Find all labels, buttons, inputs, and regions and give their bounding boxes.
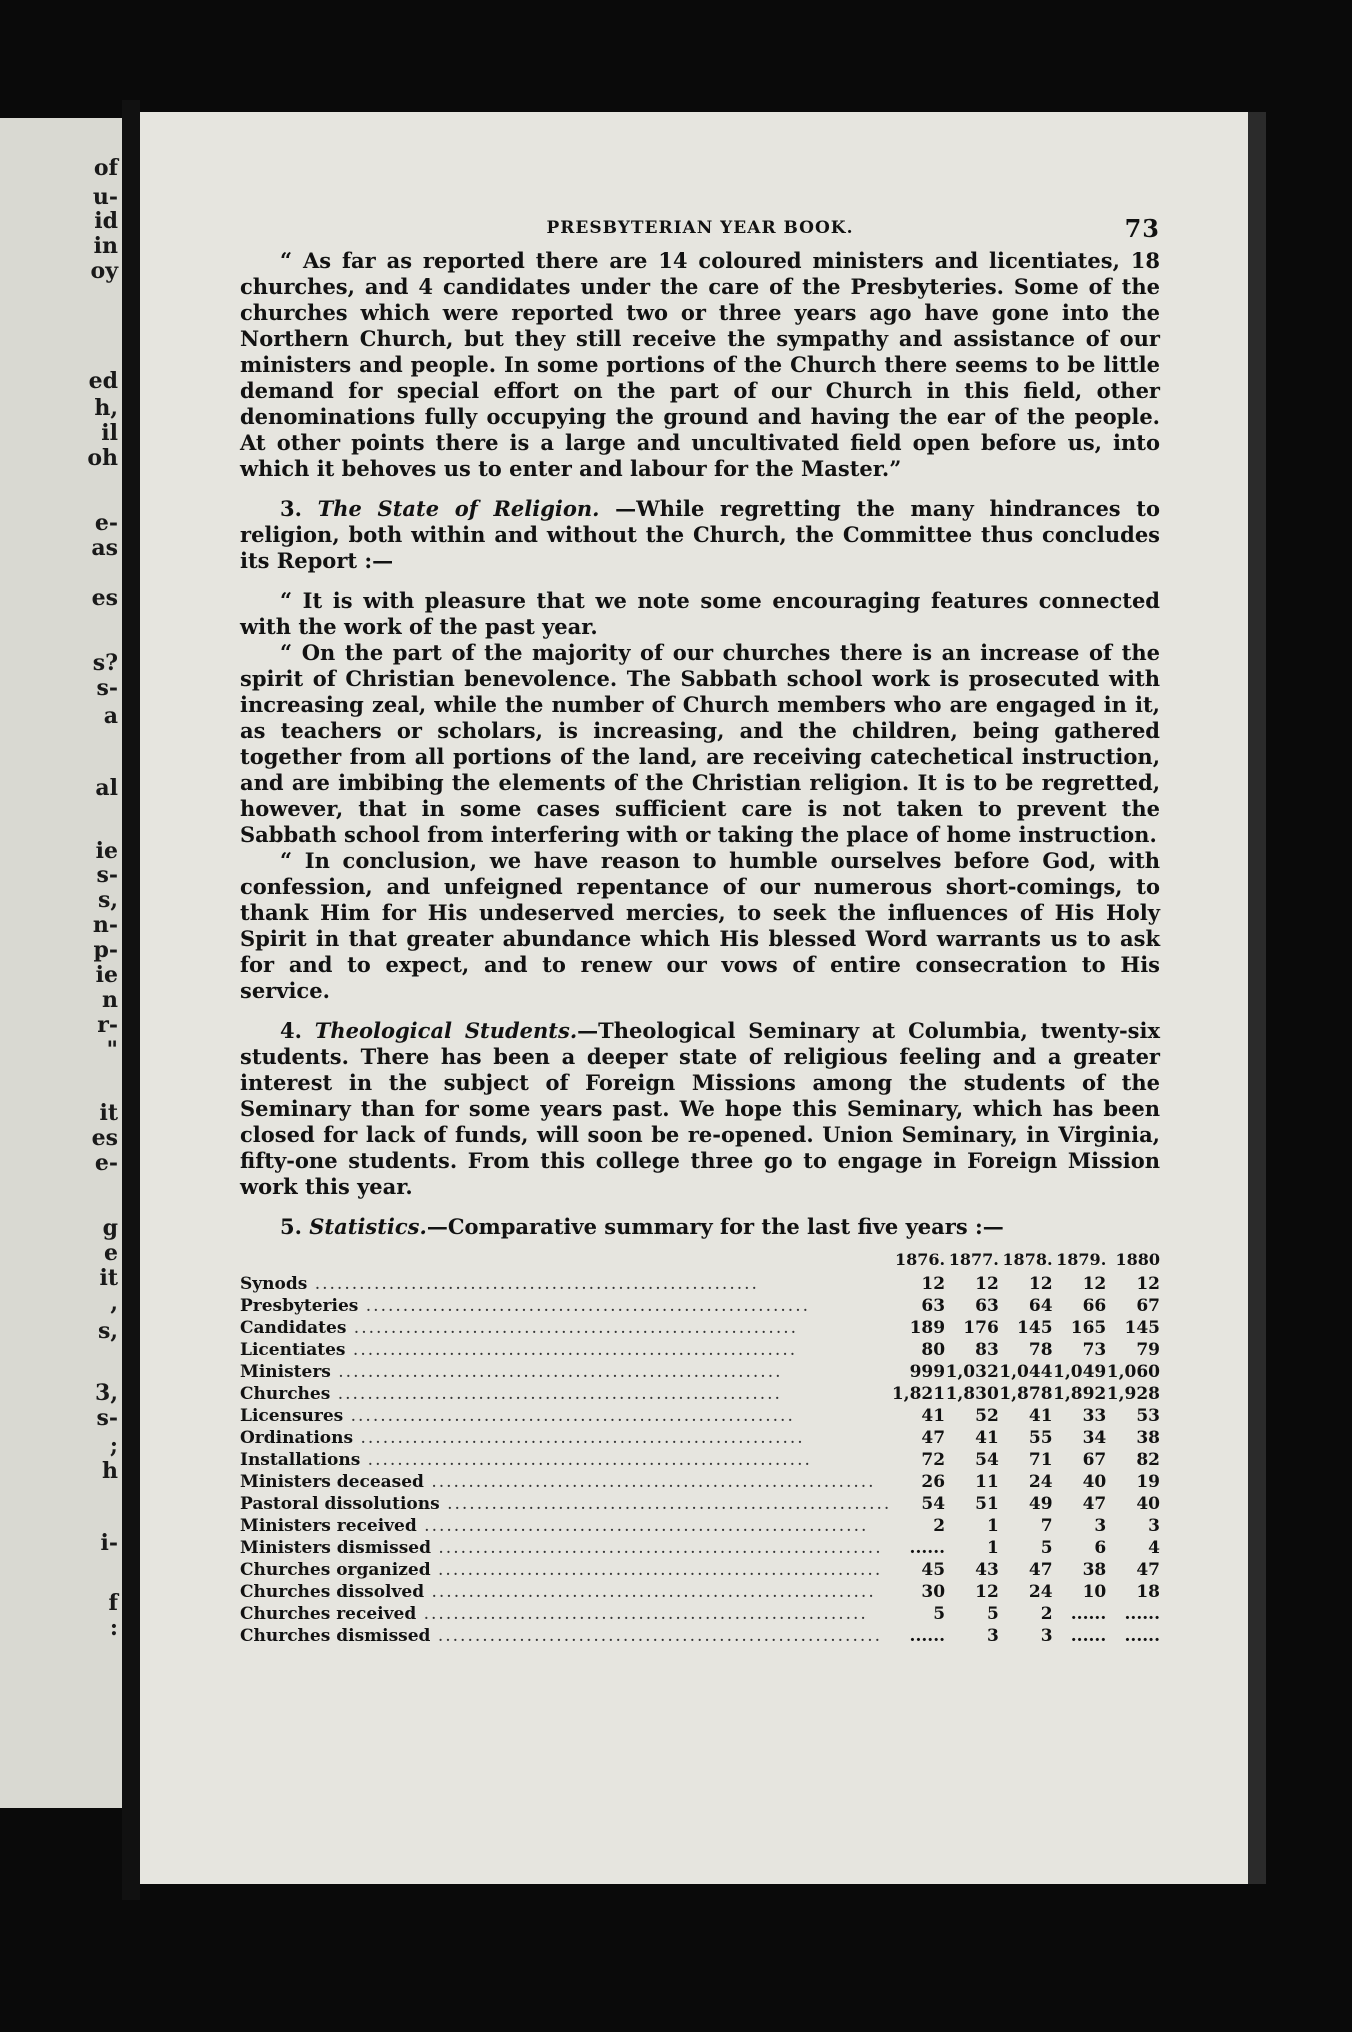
table-row (240, 1273, 1160, 1295)
value-cell: 38 (1082, 1560, 1107, 1580)
row-label: Churches dissolved (240, 1582, 425, 1602)
row-label: Ministers dismissed (240, 1538, 431, 1558)
row-label-cell (240, 1427, 891, 1449)
quote-paragraph-pleasure: “ It is with pleasure that we note some encouraging features connected with the work of the past year. (240, 588, 1160, 639)
table-row (240, 1427, 1160, 1449)
section-number: 4. (280, 1018, 315, 1043)
facing-page-fragment: s- (96, 1405, 118, 1431)
facing-page-fragment: p- (93, 937, 118, 963)
facing-page-fragment: f (108, 1590, 118, 1616)
label-column-header (240, 1250, 891, 1273)
value-cell: 2 (933, 1516, 946, 1536)
leader-dots: ............................................................ (430, 1538, 883, 1558)
value-cell: 1,044 (999, 1362, 1053, 1382)
page-edge-shadow (1248, 112, 1266, 1884)
value-cell: 47 (921, 1428, 946, 1448)
value-cell: 1,928 (1106, 1384, 1160, 1404)
table-row (240, 1383, 1160, 1405)
value-cell: 12 (975, 1274, 999, 1294)
value-cell: 176 (963, 1318, 999, 1338)
section-heading: The State of Religion. (317, 496, 600, 521)
value-cell: 64 (1028, 1296, 1053, 1316)
page-content (240, 214, 1160, 1647)
value-cell: 145 (1124, 1318, 1160, 1338)
facing-page-fragment: s? (92, 650, 118, 676)
row-label: Ministers received (240, 1516, 417, 1536)
facing-page-fragment: s- (96, 862, 118, 888)
value-cell: 1 (986, 1516, 999, 1536)
row-label-cell (240, 1405, 891, 1427)
value-cell: 67 (1082, 1450, 1107, 1470)
value-cell: 71 (1028, 1450, 1053, 1470)
row-label-cell (240, 1603, 891, 1625)
facing-page-fragment: ie (95, 962, 118, 988)
row-label: Ministers deceased (240, 1472, 424, 1492)
table-row (240, 1559, 1160, 1581)
value-cell: 1,032 (945, 1362, 999, 1382)
facing-page-fragment: al (95, 775, 118, 801)
leader-dots: ............................................................ (358, 1296, 811, 1316)
row-label-cell (240, 1317, 891, 1339)
value-cell: 51 (975, 1494, 999, 1514)
year-header: 1880 (1115, 1250, 1160, 1269)
value-cell: 79 (1136, 1340, 1160, 1360)
facing-page-fragment: of (93, 155, 118, 181)
table-row (240, 1295, 1160, 1317)
paragraph-statistics (240, 1214, 1160, 1240)
value-cell: 33 (1082, 1406, 1107, 1426)
value-cell: 54 (921, 1494, 946, 1514)
facing-page-fragment: n (102, 987, 118, 1013)
value-cell: 47 (1082, 1494, 1107, 1514)
value-cell: 83 (975, 1340, 999, 1360)
year-header: 1876. (894, 1250, 946, 1269)
value-cell: ...... (1124, 1604, 1160, 1624)
leader-dots: ............................................................ (330, 1362, 783, 1382)
value-cell: ...... (1070, 1604, 1107, 1624)
facing-page-fragment: es (91, 585, 118, 611)
value-cell: 40 (1136, 1494, 1160, 1514)
value-cell: 41 (921, 1406, 946, 1426)
value-cell: 12 (1028, 1274, 1053, 1294)
value-cell: 34 (1082, 1428, 1107, 1448)
leader-dots: ............................................................ (345, 1340, 798, 1360)
facing-page-fragment: ; (109, 1433, 118, 1459)
row-label-cell (240, 1273, 891, 1295)
table-row (240, 1449, 1160, 1471)
value-cell: 12 (975, 1582, 999, 1602)
value-cell: 12 (1082, 1274, 1107, 1294)
year-header: 1878. (1002, 1250, 1053, 1269)
value-cell: 26 (921, 1472, 946, 1492)
row-label: Pastoral dissolutions (240, 1494, 440, 1514)
facing-page-fragment: u- (92, 184, 118, 210)
value-cell: 1,049 (1053, 1362, 1107, 1382)
row-label: Licentiates (240, 1340, 346, 1360)
leader-dots: ............................................................ (330, 1384, 782, 1404)
statistics-body (240, 1273, 1160, 1647)
statistics-table (240, 1250, 1160, 1647)
table-row (240, 1625, 1160, 1647)
facing-page-fragment: e (104, 1240, 118, 1266)
row-label: Ordinations (240, 1428, 354, 1448)
table-row (240, 1515, 1160, 1537)
value-cell: 2 (1040, 1604, 1053, 1624)
facing-page-fragment: ed (88, 368, 118, 394)
value-cell: 12 (1136, 1274, 1160, 1294)
facing-page-fragment: es (91, 1125, 118, 1151)
value-cell: 24 (1028, 1472, 1053, 1492)
value-cell: 80 (921, 1340, 946, 1360)
leader-dots: ............................................................ (424, 1582, 876, 1602)
facing-page-fragment: ie (95, 838, 118, 864)
row-label-cell (240, 1581, 891, 1603)
leader-dots: ............................................................ (346, 1318, 799, 1338)
section-heading: Theological Students. (314, 1018, 578, 1043)
value-cell: 3 (986, 1626, 999, 1646)
facing-page-fragment: 3, (95, 1380, 118, 1406)
facing-page-fragment: h (102, 1458, 118, 1484)
value-cell: 54 (975, 1450, 999, 1470)
facing-page-fragment: : (109, 1615, 118, 1641)
value-cell: 49 (1028, 1494, 1053, 1514)
value-cell: 145 (1017, 1318, 1053, 1338)
table-row (240, 1361, 1160, 1383)
value-cell: 3 (1094, 1516, 1107, 1536)
section-number: 3. (280, 496, 318, 521)
book-spine (122, 100, 140, 1900)
leader-dots: ............................................................ (416, 1516, 869, 1536)
leader-dots: ............................................................ (360, 1450, 812, 1470)
value-cell: 43 (975, 1560, 999, 1580)
value-cell: 53 (1136, 1406, 1160, 1426)
value-cell: 40 (1082, 1472, 1107, 1492)
row-label-cell (240, 1515, 891, 1537)
value-cell: ...... (1070, 1626, 1107, 1646)
facing-page-fragment: in (93, 233, 118, 259)
value-cell: 67 (1136, 1296, 1160, 1316)
section-heading: Statistics. (309, 1214, 427, 1239)
value-cell: 1,060 (1106, 1362, 1160, 1382)
facing-page-fragment: it (99, 1265, 118, 1291)
value-cell: 52 (975, 1406, 999, 1426)
value-cell: 1 (986, 1538, 999, 1558)
facing-page-fragment: h, (94, 395, 118, 421)
row-label: Candidates (240, 1318, 347, 1338)
table-row (240, 1339, 1160, 1361)
value-cell: 5 (986, 1604, 999, 1624)
value-cell: 63 (921, 1296, 946, 1316)
row-label: Ministers (240, 1362, 331, 1382)
facing-page-fragment: i- (100, 1530, 118, 1556)
row-label-cell (240, 1361, 891, 1383)
table-row (240, 1603, 1160, 1625)
value-cell: 7 (1040, 1516, 1053, 1536)
value-cell: 1,878 (999, 1384, 1053, 1404)
page-number: 73 (1124, 214, 1160, 243)
row-label: Churches received (240, 1604, 417, 1624)
facing-page-edge (0, 118, 122, 1808)
facing-page-fragment: oy (90, 258, 118, 284)
value-cell: 73 (1082, 1340, 1107, 1360)
value-cell: 3 (1148, 1516, 1160, 1536)
facing-page-fragment: il (101, 420, 118, 446)
row-label: Licensures (240, 1406, 344, 1426)
paragraph-coloured-ministers: “ As far as reported there are 14 coloured ministers and licentiates, 18 churches, and 4 candidates under the care of the Presbyteries. Some of the churches which were reported two or three years ago have gone into the Northern Church, but they still receive the sympathy and assistance of our ministers and people. In some portions of the Church there seems to be little demand for special effort on the part of our Church in this field, other denominations fully occupying the ground and having the ear of the people. At other points there is a large and uncultivated field open before us, into which it behoves us to enter and labour for the Master.” (240, 248, 1160, 481)
value-cell: 41 (1028, 1406, 1053, 1426)
row-label-cell (240, 1625, 891, 1647)
row-label-cell (240, 1383, 891, 1405)
year-header: 1877. (948, 1250, 999, 1269)
table-row (240, 1471, 1160, 1493)
row-label: Churches organized (240, 1560, 431, 1580)
value-cell: 24 (1028, 1582, 1053, 1602)
quote-paragraph-conclusion: “ In conclusion, we have reason to humble ourselves before God, with confession, and unfeigned repentance of our numerous short-comings, to thank Him for His undeserved mercies, to seek the influences of His Holy Spirit in that greater abundance which His blessed Word warrants us to ask for and to expect, and to renew our vows of entire consecration to His service. (240, 848, 1160, 1003)
value-cell: 999 (909, 1362, 946, 1382)
value-cell: 47 (1028, 1560, 1053, 1580)
value-cell: 30 (921, 1582, 946, 1602)
value-cell: 63 (975, 1296, 999, 1316)
table-row (240, 1581, 1160, 1603)
row-label-cell (240, 1339, 891, 1361)
value-cell: 1,830 (945, 1384, 999, 1404)
leader-dots: ............................................................ (439, 1494, 892, 1514)
book-page (140, 112, 1248, 1884)
paragraph-text: —Theological Seminary at Columbia, twenty-six students. There has been a deeper state of religious feeling and a greater interest in the subject of Foreign Missions among the students of the Seminary than for some years past. We hope this Seminary, which has been closed for lack of funds, will soon be re-opened. Union Seminary, in Virginia, fifty-one students. From this college three go to engage in Foreign Mission work this year. (240, 1018, 1160, 1199)
facing-page-fragment: g (102, 1215, 118, 1241)
value-cell: 5 (933, 1604, 946, 1624)
value-cell: 3 (1040, 1626, 1053, 1646)
value-cell: 5 (1040, 1538, 1053, 1558)
value-cell: 82 (1136, 1450, 1160, 1470)
row-label: Churches (240, 1384, 331, 1404)
row-label-cell (240, 1471, 891, 1493)
table-row (240, 1493, 1160, 1515)
row-label: Presbyteries (240, 1296, 359, 1316)
value-cell: 55 (1028, 1428, 1053, 1448)
value-cell: 38 (1136, 1428, 1160, 1448)
value-cell: 78 (1028, 1340, 1053, 1360)
running-header (240, 214, 1160, 248)
facing-page-fragment: id (94, 208, 118, 234)
facing-page-fragment: e- (94, 510, 118, 536)
value-cell: 18 (1136, 1582, 1160, 1602)
facing-page-fragment: a (103, 703, 118, 729)
value-cell: 45 (921, 1560, 946, 1580)
value-cell: 1,892 (1053, 1384, 1107, 1404)
leader-dots: ............................................................ (343, 1406, 795, 1426)
value-cell: ...... (909, 1538, 946, 1558)
running-title: PRESBYTERIAN YEAR BOOK. (546, 218, 854, 238)
year-header: 1879. (1056, 1250, 1107, 1269)
facing-page-fragment: it (99, 1100, 118, 1126)
leader-dots: ............................................................ (353, 1428, 805, 1448)
value-cell: 12 (921, 1274, 946, 1294)
facing-page-fragment: as (91, 535, 118, 561)
value-cell: 19 (1136, 1472, 1160, 1492)
value-cell: 11 (975, 1472, 999, 1492)
value-cell: 189 (909, 1318, 946, 1338)
value-cell: ...... (909, 1626, 946, 1646)
facing-page-fragment: r- (97, 1012, 118, 1038)
value-cell: 66 (1082, 1296, 1107, 1316)
leader-dots: ............................................................ (430, 1626, 883, 1646)
row-label-cell (240, 1559, 891, 1581)
paragraph-text: —While regretting the many hindrances to religion, both within and without the Church, the Committee thus concludes its Report :— (240, 496, 1161, 573)
row-label-cell (240, 1449, 891, 1471)
value-cell: 41 (975, 1428, 999, 1448)
row-label-cell (240, 1493, 891, 1515)
table-header-row (240, 1250, 1160, 1273)
facing-page-fragment: , (110, 1290, 118, 1316)
row-label-cell (240, 1537, 891, 1559)
leader-dots: ............................................................ (307, 1274, 759, 1294)
quote-paragraph-benevolence: “ On the part of the majority of our churches there is an increase of the spirit of Christian benevolence. The Sabbath school work is prosecuted with increasing zeal, while the number of Church members who are engaged in it, as teachers or scholars, is increasing, and the children, being gathered together from all portions of the land, are receiving catechetical instruction, and are imbibing the elements of the Christian religion. It is to be regretted, however, that in some cases sufficient care is not taken to prevent the Sabbath school from interfering with or taking the place of home instruction. (240, 640, 1160, 847)
facing-page-fragment: e- (94, 1150, 118, 1176)
paragraph-theological-students (240, 1018, 1160, 1200)
value-cell: 4 (1148, 1538, 1160, 1558)
table-row (240, 1405, 1160, 1427)
value-cell: 47 (1136, 1560, 1160, 1580)
table-row (240, 1537, 1160, 1559)
facing-page-fragment: s, (97, 1318, 118, 1344)
row-label: Installations (240, 1450, 361, 1470)
row-label-cell (240, 1295, 891, 1317)
value-cell: 165 (1070, 1318, 1107, 1338)
row-label: Synods (240, 1274, 308, 1294)
facing-page-fragment: oh (87, 445, 118, 471)
leader-dots: ............................................................ (416, 1604, 868, 1624)
paragraph-state-of-religion (240, 496, 1160, 574)
value-cell: 6 (1094, 1538, 1107, 1558)
row-label: Churches dismissed (240, 1626, 431, 1646)
leader-dots: ............................................................ (430, 1560, 883, 1580)
table-row (240, 1317, 1160, 1339)
value-cell: 1,821 (891, 1384, 946, 1404)
section-number: 5. (280, 1214, 310, 1239)
facing-page-fragment: " (106, 1037, 118, 1063)
facing-page-fragment: n- (92, 912, 118, 938)
facing-page-fragment: s, (97, 887, 118, 913)
value-cell: 72 (921, 1450, 946, 1470)
paragraph-text: —Comparative summary for the last five years :— (426, 1214, 1004, 1239)
leader-dots: ............................................................ (423, 1472, 876, 1492)
value-cell: ...... (1124, 1626, 1160, 1646)
value-cell: 10 (1082, 1582, 1107, 1602)
facing-page-fragment: s- (96, 675, 118, 701)
